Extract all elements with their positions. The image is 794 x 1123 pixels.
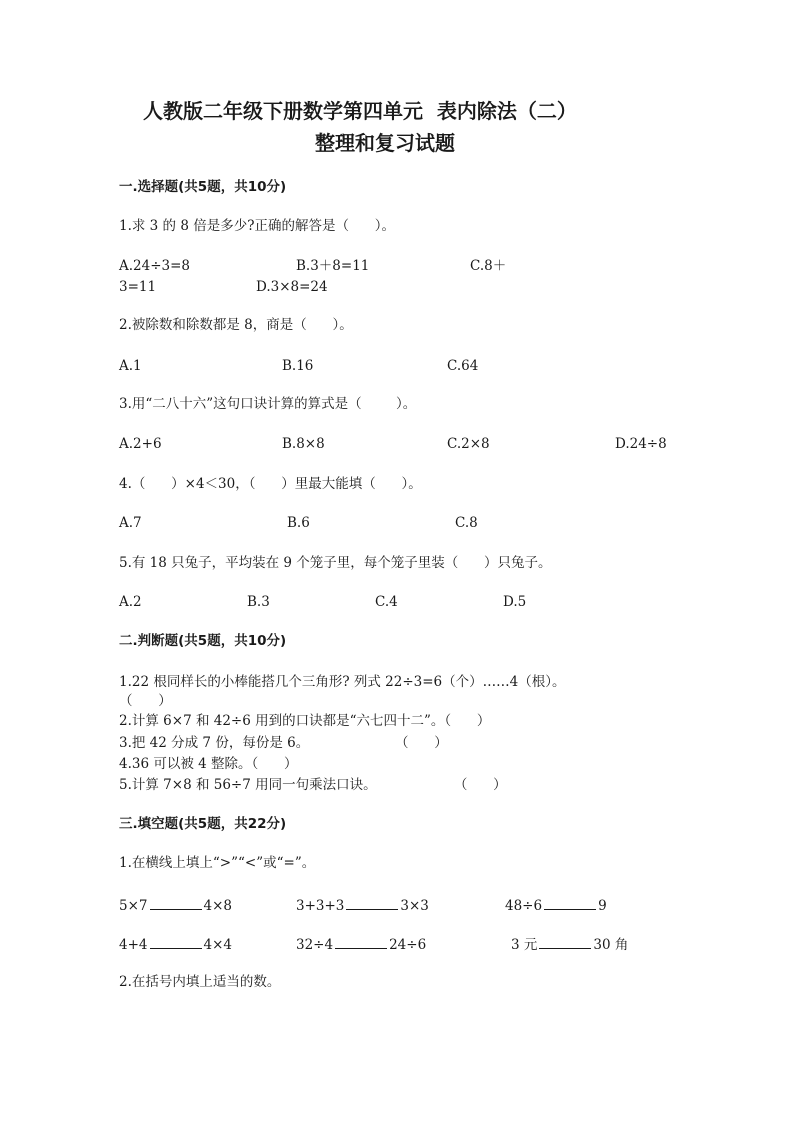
s3-compare-1: 5×7 4×8 bbox=[119, 898, 232, 914]
s1-q5-option-a: A.2 bbox=[119, 594, 142, 610]
s1-question-2: 2.被除数和除数都是 8，商是（ ）。 bbox=[119, 317, 353, 333]
s3-compare-3: 48÷6 9 bbox=[505, 898, 607, 914]
s3-compare-2: 3+3+3 3×3 bbox=[296, 898, 429, 914]
section1-heading: 一.选择题(共5题，共10分) bbox=[119, 179, 287, 195]
s1-q2-option-c: C.64 bbox=[447, 358, 479, 374]
answer-blank[interactable] bbox=[544, 897, 596, 910]
answer-blank[interactable] bbox=[346, 897, 398, 910]
s1-q1-option-b: B.3＋8=11 bbox=[296, 258, 370, 274]
s1-q1-option-c-cont: 3=11 bbox=[119, 279, 157, 295]
section3-heading: 三.填空题(共5题，共22分) bbox=[119, 816, 287, 832]
s3-compare-6: 3 元 30 角 bbox=[511, 937, 629, 953]
answer-blank[interactable] bbox=[335, 936, 387, 949]
s3-question-2: 2.在括号内填上适当的数。 bbox=[119, 974, 281, 990]
s1-q3-option-d: D.24÷8 bbox=[615, 436, 667, 452]
s2-item-1-bracket: （ ） bbox=[119, 693, 172, 709]
s1-question-4: 4.（ ）×4＜30，（ ）里最大能填（ ）。 bbox=[119, 476, 422, 492]
s1-q4-option-b: B.6 bbox=[287, 515, 310, 531]
s1-q4-option-a: A.7 bbox=[119, 515, 142, 531]
s1-q1-option-d: D.3×8=24 bbox=[256, 279, 328, 295]
s1-q3-option-b: B.8×8 bbox=[282, 436, 325, 452]
s1-q1-option-c: C.8＋ bbox=[470, 258, 507, 274]
s1-q1-option-a: A.24÷3=8 bbox=[119, 258, 191, 274]
page-title-line2: 整理和复习试题 bbox=[315, 131, 455, 155]
answer-blank[interactable] bbox=[150, 936, 202, 949]
s3-compare-4: 4+4 4×4 bbox=[119, 937, 232, 953]
s1-q3-option-c: C.2×8 bbox=[447, 436, 490, 452]
s2-item-4: 4.36 可以被 4 整除。（ ） bbox=[119, 756, 298, 772]
s1-q4-option-c: C.8 bbox=[455, 515, 478, 531]
section2-heading: 二.判断题(共5题，共10分) bbox=[119, 633, 287, 649]
s1-q5-option-d: D.5 bbox=[503, 594, 527, 610]
page-title-line1: 人教版二年级下册数学第四单元 表内除法（二） bbox=[143, 99, 577, 123]
s1-question-5: 5.有 18 只兔子，平均装在 9 个笼子里，每个笼子里装（ ）只兔子。 bbox=[119, 555, 552, 571]
s3-question-1: 1.在横线上填上“>”“<”或“=”。 bbox=[119, 855, 316, 871]
s1-question-3: 3.用“二八十六”这句口诀计算的算式是（ ）。 bbox=[119, 396, 417, 412]
s1-question-1: 1.求 3 的 8 倍是多少?正确的解答是（ ）。 bbox=[119, 218, 395, 234]
s1-q2-option-b: B.16 bbox=[282, 358, 314, 374]
s2-item-5: 5.计算 7×8 和 56÷7 用同一句乘法口诀。 （ ） bbox=[119, 777, 507, 793]
s1-q2-option-a: A.1 bbox=[119, 358, 142, 374]
s2-item-1: 1.22 根同样长的小棒能搭几个三角形? 列式 22÷3=6（个）……4（根）。 bbox=[119, 674, 566, 690]
answer-blank[interactable] bbox=[539, 936, 591, 949]
s1-q3-option-a: A.2+6 bbox=[119, 436, 162, 452]
answer-blank[interactable] bbox=[150, 897, 202, 910]
s1-q5-option-b: B.3 bbox=[247, 594, 270, 610]
s3-compare-5: 32÷4 24÷6 bbox=[296, 937, 427, 953]
s1-q5-option-c: C.4 bbox=[375, 594, 398, 610]
s2-item-2: 2.计算 6×7 和 42÷6 用到的口诀都是“六七四十二”。（ ） bbox=[119, 713, 491, 729]
s2-item-3: 3.把 42 分成 7 份，每份是 6。 （ ） bbox=[119, 735, 448, 751]
